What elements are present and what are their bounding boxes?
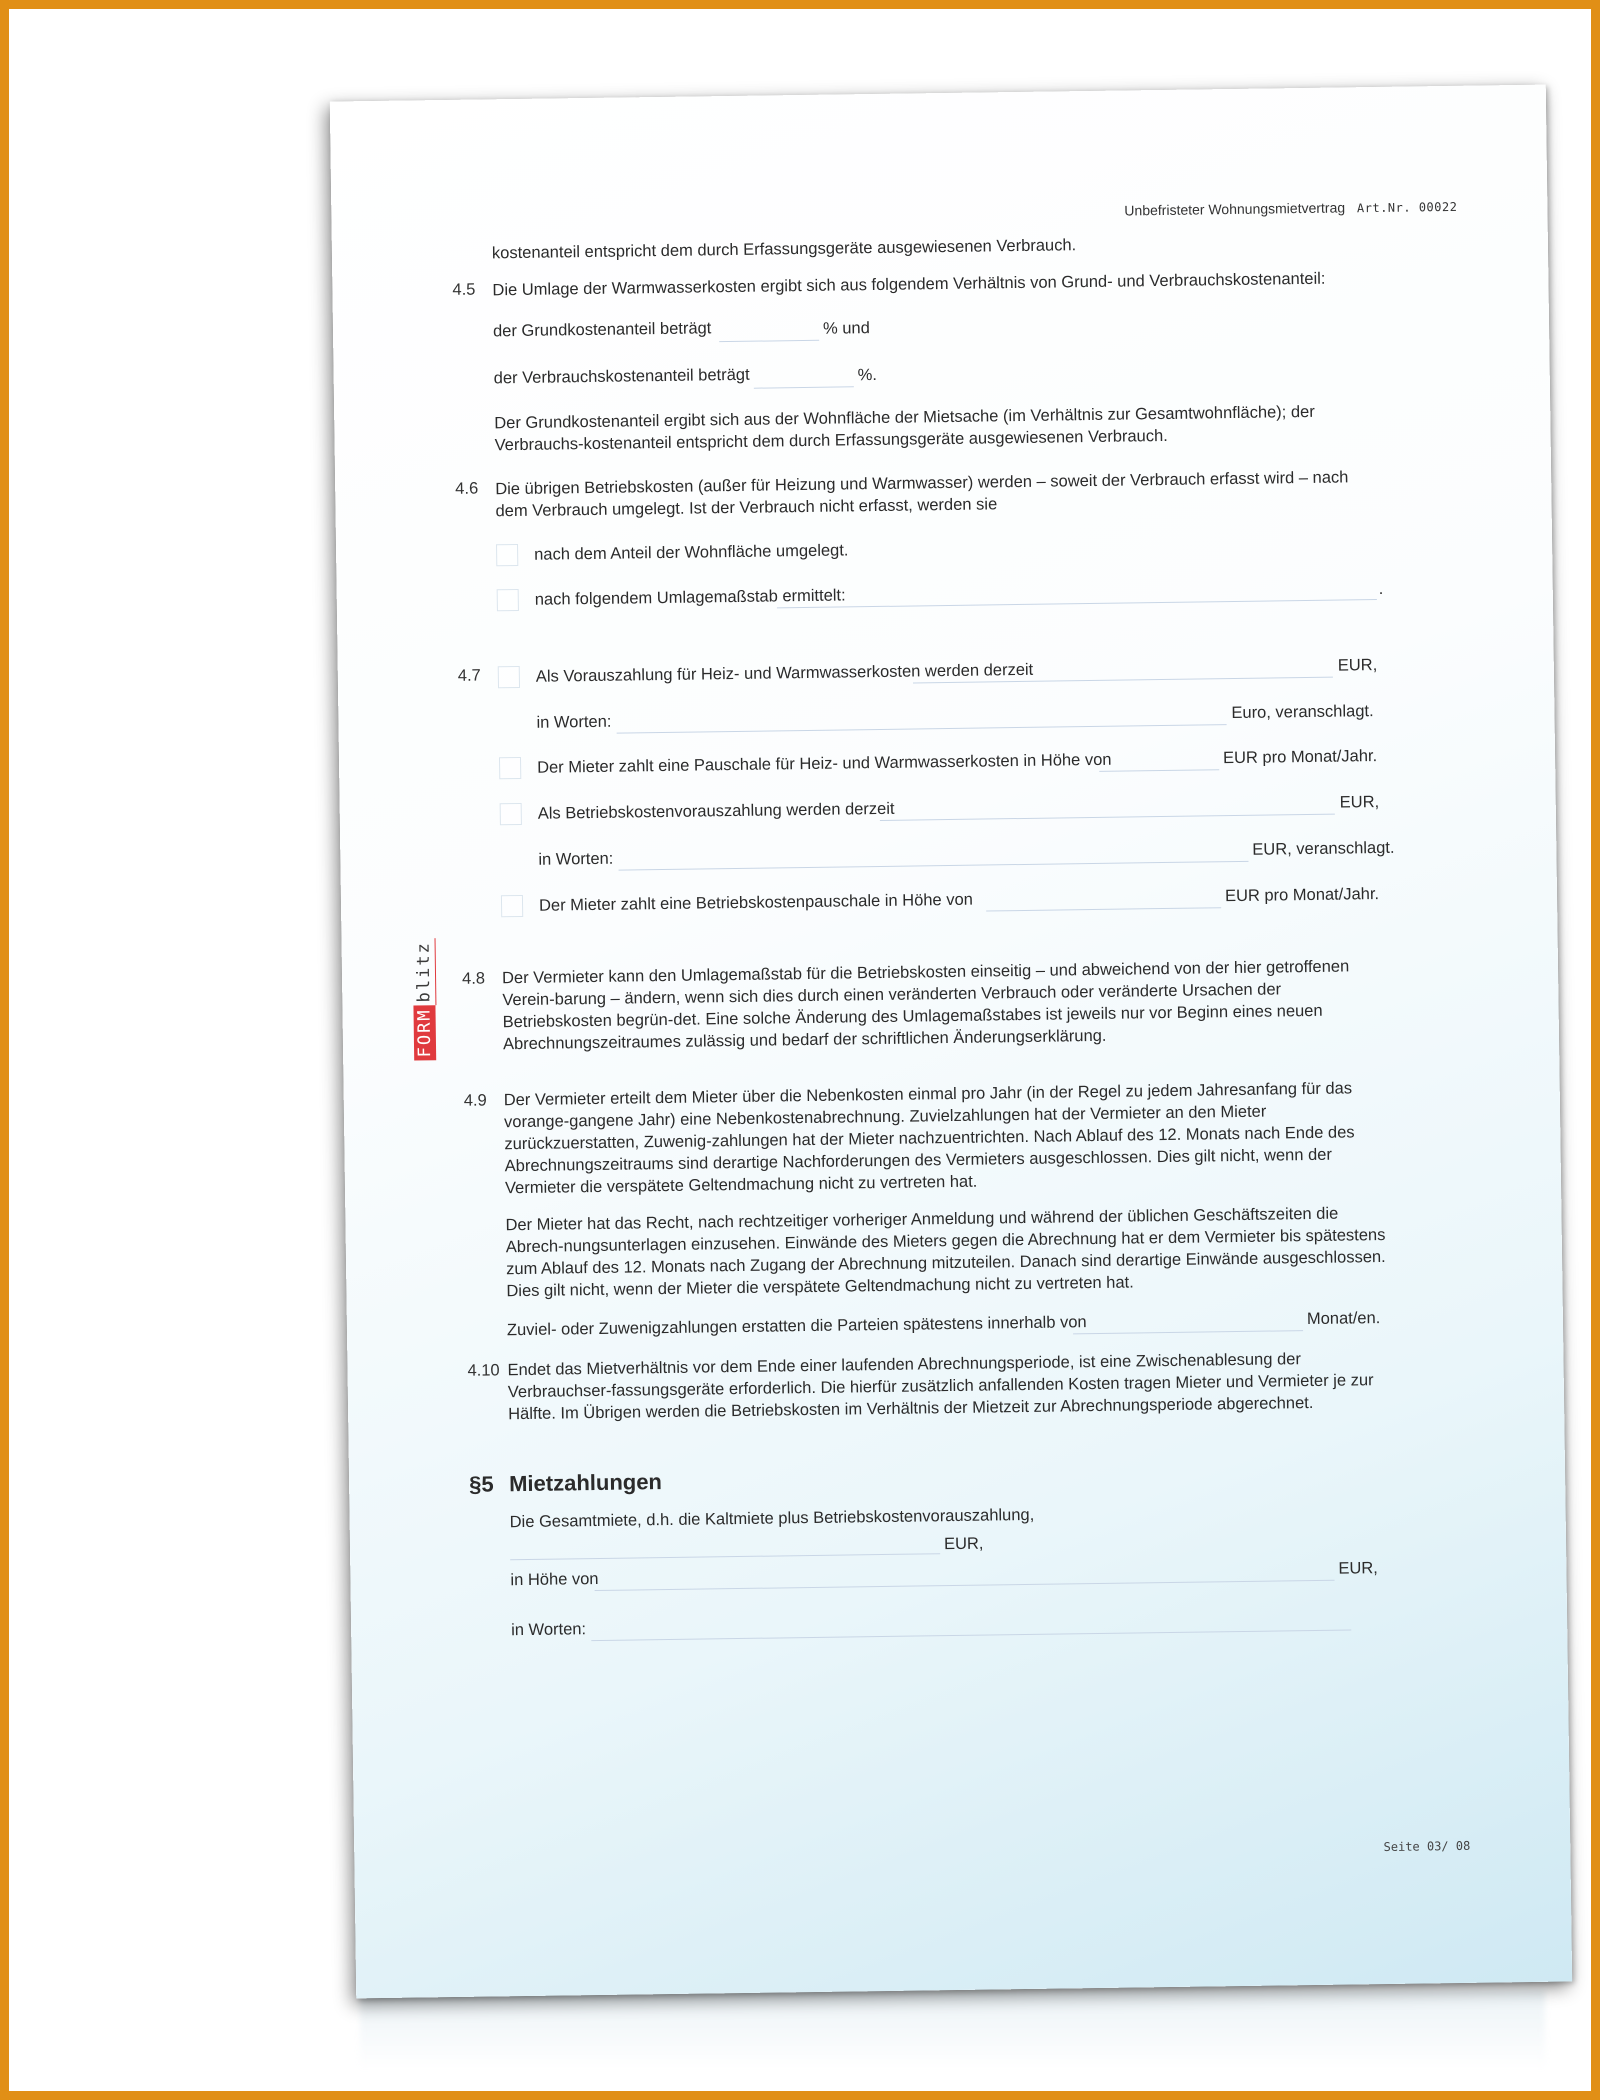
erstattung-monate-field[interactable] (1073, 1330, 1303, 1334)
gesamtmiete-currency: EUR, (943, 1534, 984, 1554)
section-4-9-paragraph-1: Der Vermieter erteilt dem Mieter über die Nebenkosten einmal pro Jahr (in der Regel zu jedem Jahresanfang für das vorange-gangene Jahr) eine Nebenkostenabrechnung. Zuvielzahlungen hat der Vermieter an den Mieter zurückzuerstatten, Zuwenig-zahlungen hat der Mieter nachzuentrichten. Nach Ablauf des 12. Monats nach Ende des Abrechnungszeitraums sind derartige Nachforderungen des Vermieters ausgeschlossen. Dies gilt nicht, wenn der Vermieter die verspätete Geltendmachung nicht zu vertreten hat. (503, 1079, 1355, 1198)
hoehe-amount-field[interactable] (595, 1580, 1335, 1591)
verbrauchskosten-percent-field[interactable] (754, 386, 854, 388)
formblitz-logo (414, 938, 436, 1060)
heiz-pauschale-unit: EUR pro Monat/Jahr. (1222, 747, 1378, 768)
heiz-pauschale-amount-field[interactable] (1099, 769, 1219, 772)
checkbox-betriebskosten-vorauszahlung[interactable] (500, 803, 522, 825)
section-number-4-8: 4.8 (461, 969, 486, 988)
heiz-pauschale-label: Der Mieter zahlt eine Pauschale für Heiz- und Warmwasserkosten in Höhe von (537, 750, 1112, 777)
gesamtmiete-label: Die Gesamtmiete, d.h. die Kaltmiete plus Betriebskostenvorauszahlung, (509, 1505, 1035, 1532)
verbrauchskosten-label: der Verbrauchskostenanteil beträgt (493, 365, 750, 388)
section-number-4-5: 4.5 (452, 280, 476, 299)
hoehe-label: in Höhe von (510, 1569, 599, 1590)
section-number-4-9: 4.9 (463, 1091, 487, 1110)
mietzahlung-in-worten-label: in Worten: (511, 1620, 587, 1640)
zuviel-zuwenig-label: Zuviel- oder Zuwenigzahlungen erstatten die Parteien spätestens innerhalb von (506, 1313, 1087, 1340)
section-number-4-7: 4.7 (457, 666, 481, 685)
section-4-9-paragraph-2: Der Mieter hat das Recht, nach rechtzeitiger vorheriger Anmeldung und während der üblichen Geschäftszeiten die Abrech-nungsunterlagen einzusehen. Einwände des Mieters gegen die Abrechnung hat er dem Vermieter bis spätestens zum Ablauf des 12. Monats nach Zugang der Abrechnung mitzuteilen. Danach sind derartige Einwände ausgeschlossen. Dies gilt nicht, wenn der Mieter die verspätete Geltendmachung nicht zu vertreten hat. (505, 1204, 1386, 1301)
section-4-10-text: Endet das Mietverhältnis vor dem Ende einer laufenden Abrechnungsperiode, ist eine Zwischenablesung der Verbrauchser-fassungsgeräte erforderlich. Die hierfür zusätzlich anfallenden Kosten tragen Mieter und Vermieter je zur Hälfte. Im Übrigen werden die Betriebskosten im Verhältnis der Mietzeit zur Abrechnungsperiode abgerechnet. (507, 1350, 1374, 1424)
grundkosten-label: der Grundkostenanteil beträgt (492, 319, 712, 341)
heiz-in-worten-label: in Worten: (536, 712, 612, 732)
article-number: Art.Nr. 00022 (1356, 199, 1458, 216)
betriebskostenpauschale-amount-field[interactable] (986, 907, 1221, 911)
umlagemassstab-field[interactable] (777, 599, 1377, 608)
mietzahlung-in-worten-field[interactable] (591, 1629, 1351, 1641)
betriebskostenpauschale-unit: EUR pro Monat/Jahr. (1224, 885, 1380, 906)
heiz-vorauszahlung-currency: EUR, (1337, 656, 1378, 675)
document-page (330, 85, 1572, 1999)
betriebskosten-in-worten-field[interactable] (619, 861, 1249, 871)
heiz-vorauszahlung-label: Als Vorauszahlung für Heiz- und Warmwasserkosten werden derzeit (535, 660, 1034, 686)
document-header (1124, 198, 1457, 219)
betriebskosten-vorauszahlung-label: Als Betriebskostenvorauszahlung werden derzeit (537, 799, 895, 823)
checkbox-heiz-pauschale[interactable] (499, 757, 521, 779)
grundkosten-suffix: % und (822, 319, 870, 338)
betriebskostenpauschale-label: Der Mieter zahlt eine Betriebskostenpauschale in Höhe von (538, 890, 973, 915)
gesamtmiete-amount-field[interactable] (510, 1553, 940, 1560)
logo-blitz: blitz (413, 938, 437, 1006)
betriebskosten-in-worten-label: in Worten: (538, 849, 614, 869)
verbrauchskosten-suffix: %. (857, 365, 878, 385)
page-number: Seite 03/ 08 (1383, 1838, 1471, 1855)
betriebskosten-vorauszahlung-currency: EUR, (1339, 793, 1380, 812)
section-number-4-6: 4.6 (455, 479, 479, 498)
umlagemassstab-end: . (1378, 579, 1384, 598)
option-umlagemassstab-label: nach folgendem Umlagemaßstab ermittelt: (534, 586, 846, 609)
hoehe-currency: EUR, (1338, 1559, 1378, 1578)
checkbox-betriebskostenpauschale[interactable] (501, 895, 523, 917)
section-4-6-text: Die übrigen Betriebskosten (außer für Heizung und Warmwasser) werden – soweit der Verbrauch erfasst wird – nach dem Verbrauch umgelegt. Ist der Verbrauch nicht erfasst, werden sie (495, 468, 1349, 521)
section-number-4-10: 4.10 (467, 1361, 500, 1380)
checkbox-wohnflaeche[interactable] (496, 544, 518, 566)
erstattung-monate-unit: Monat/en. (1306, 1309, 1381, 1329)
heiz-in-worten-end: Euro, veranschlagt. (1231, 702, 1374, 723)
section-4-4-continuation: kostenanteil entspricht dem durch Erfassungsgeräte ausgewiesenen Verbrauch. (491, 236, 1077, 263)
section-5-title: Mietzahlungen (508, 1469, 663, 1497)
betriebskosten-in-worten-end: EUR, veranschlagt. (1252, 838, 1395, 859)
logo-form: FORM (413, 1005, 436, 1060)
page-reflection (360, 1990, 1545, 2070)
document-title: Unbefristeter Wohnungsmietvertrag (1124, 199, 1346, 219)
section-4-5-paragraph: Der Grundkostenanteil ergibt sich aus der Wohnfläche der Mietsache (im Verhältnis zur Gesamtwohnfläche); der Verbrauchs-kostenanteil entspricht dem durch Erfassungsgeräte ausgewiesenen Verbrauch. (494, 402, 1315, 455)
section-4-5-text: Die Umlage der Warmwasserkosten ergibt sich aus folgendem Verhältnis von Grund- und Verbrauchskostenanteil: (492, 269, 1326, 300)
option-wohnflaeche-label: nach dem Anteil der Wohnfläche umgelegt. (534, 541, 849, 564)
betriebskosten-vorauszahlung-amount-field[interactable] (880, 814, 1335, 821)
section-5-number: §5 (468, 1471, 494, 1497)
checkbox-heiz-vorauszahlung[interactable] (498, 666, 520, 688)
section-4-8-text: Der Vermieter kann den Umlagemaßstab für die Betriebskosten einseitig – und abweichend von der hier getroffenen Verein-barung – ändern, wenn sich dies durch einen veränderten Verbrauch oder veränderte Ursachen der Betriebskosten begrün-det. Eine solche Änderung des Umlagemaßstabes ist jeweils nur vor Beginn eines neuen Abrechnungszeitraumes zulässig und bedarf der schriftlichen Änderungserklärung. (501, 957, 1350, 1054)
heiz-in-worten-field[interactable] (617, 724, 1227, 734)
checkbox-umlagemassstab[interactable] (497, 589, 519, 611)
grundkosten-percent-field[interactable] (719, 340, 819, 342)
